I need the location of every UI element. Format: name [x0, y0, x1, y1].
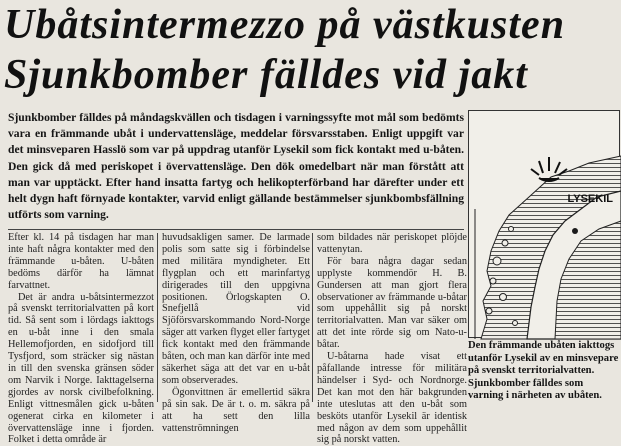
- map-caption: Den främmande ubåten iakttogs utanför Lysekil av en minsvepare på svenskt territorialvatten. Sjunkbomber fälldes som varning i närheten av ubåten.: [468, 340, 619, 402]
- column-3-paragraph: som bildades när periskopet plöjde vattenytan.: [317, 232, 467, 255]
- map-label-lysekil: LYSEKIL: [567, 193, 613, 205]
- column-3-paragraph: U-båtarna hade visat ett påfallande intresse för militära händelser i Syd- och Nordnorge. Det kan mot den här bakgrunden inte uteslutas att den u-båt som besköts utanför Lysekil är identisk med någon av dem som uppehållit sig på norskt vatten.: [317, 351, 467, 446]
- column-2-paragraph: huvudsakligen samer. De larmade polis som satte sig i förbindelse med militära myndigheter. Ett flygplan och ett marinfartyg dirigerades till den uppgivna positionen. Örlogskapten O. Snefjellå vid Sjöförsvarskommando Nord-Norge säger att varken flyget eller fartyget fick kontakt med den främmande båten, och man kan därför inte med säkerhet säga att det var en u-båt som observerades.: [162, 232, 310, 386]
- headline: [4, 0, 620, 100]
- body-column-3: [317, 232, 467, 446]
- lead-text: Sjunkbomber fälldes på måndagskvällen och tisdagen i varningssyfte mot mål som bedömts vara en främmande ubåt i undervattensläge, meddelar försvarsstaben. Enligt uppgift var det minsveparen Hasslö som var på uppdrag utanför Lysekil som fick kontakt med u-båten. Den gick då med periskopet i övervattensläge. Den dök omedelbart när man förstått att man var upptäckt. Efter hand insatta fartyg och helikopterförband har därefter under ett helt dygn haft förnyade kontakter, varvid enligt gällande bestämmelser sjunkbombsfällning utförts som varning.: [8, 111, 464, 222]
- column-1-paragraph: Efter kl. 14 på tisdagen har man inte haft några kontakter med den främmande u-båten. U-båten bedöms därför ha lämnat farvattnet.: [8, 232, 154, 291]
- column-1-paragraph: Det är andra u-båtsintermezzot på svenskt territorialvatten på kort tid. Så sent som i lördags iakttogs en u-båt inne i den smala Hellemofjorden, en sidofjord till Tysfjord, som sträcker sig nästan in till den svenska gränsen söder om Narvik i Norge. Iakttagelserna gjordes av norsk civilbefolkning. Enligt vittnesmålen gick u-båten ogenerat cirka en kilometer i övervattensläge inne i fjorden. Folket i detta område är: [8, 291, 154, 446]
- headline-line-2: Sjunkbomber fälldes vid jakt: [4, 52, 528, 98]
- coastline-map: [468, 110, 620, 338]
- column-2-paragraph: Ögonvittnen är emellertid säkra på sin sak. De är t. o. m. säkra på att ha sett den lilla vattenströmningen: [162, 386, 310, 434]
- body-column-1: [8, 232, 154, 446]
- headline-line-1: Ubåtsintermezzo på västkusten: [4, 2, 566, 48]
- column-3-paragraph: För bara några dagar sedan upplyste kommendör H. B. Gundersen att man gjort flera observationer av främmande u-båtar som uppehållit sig på norskt territorialvatten. Man var säker om att det inte rörde sig om Nato-u-båtar.: [317, 255, 467, 351]
- body-column-2: [162, 232, 310, 434]
- column-divider-1: [157, 233, 158, 402]
- column-divider-horizontal: [8, 229, 464, 230]
- column-divider-2: [312, 233, 313, 402]
- lead-paragraph: [8, 110, 464, 223]
- map-graphic: [469, 111, 621, 339]
